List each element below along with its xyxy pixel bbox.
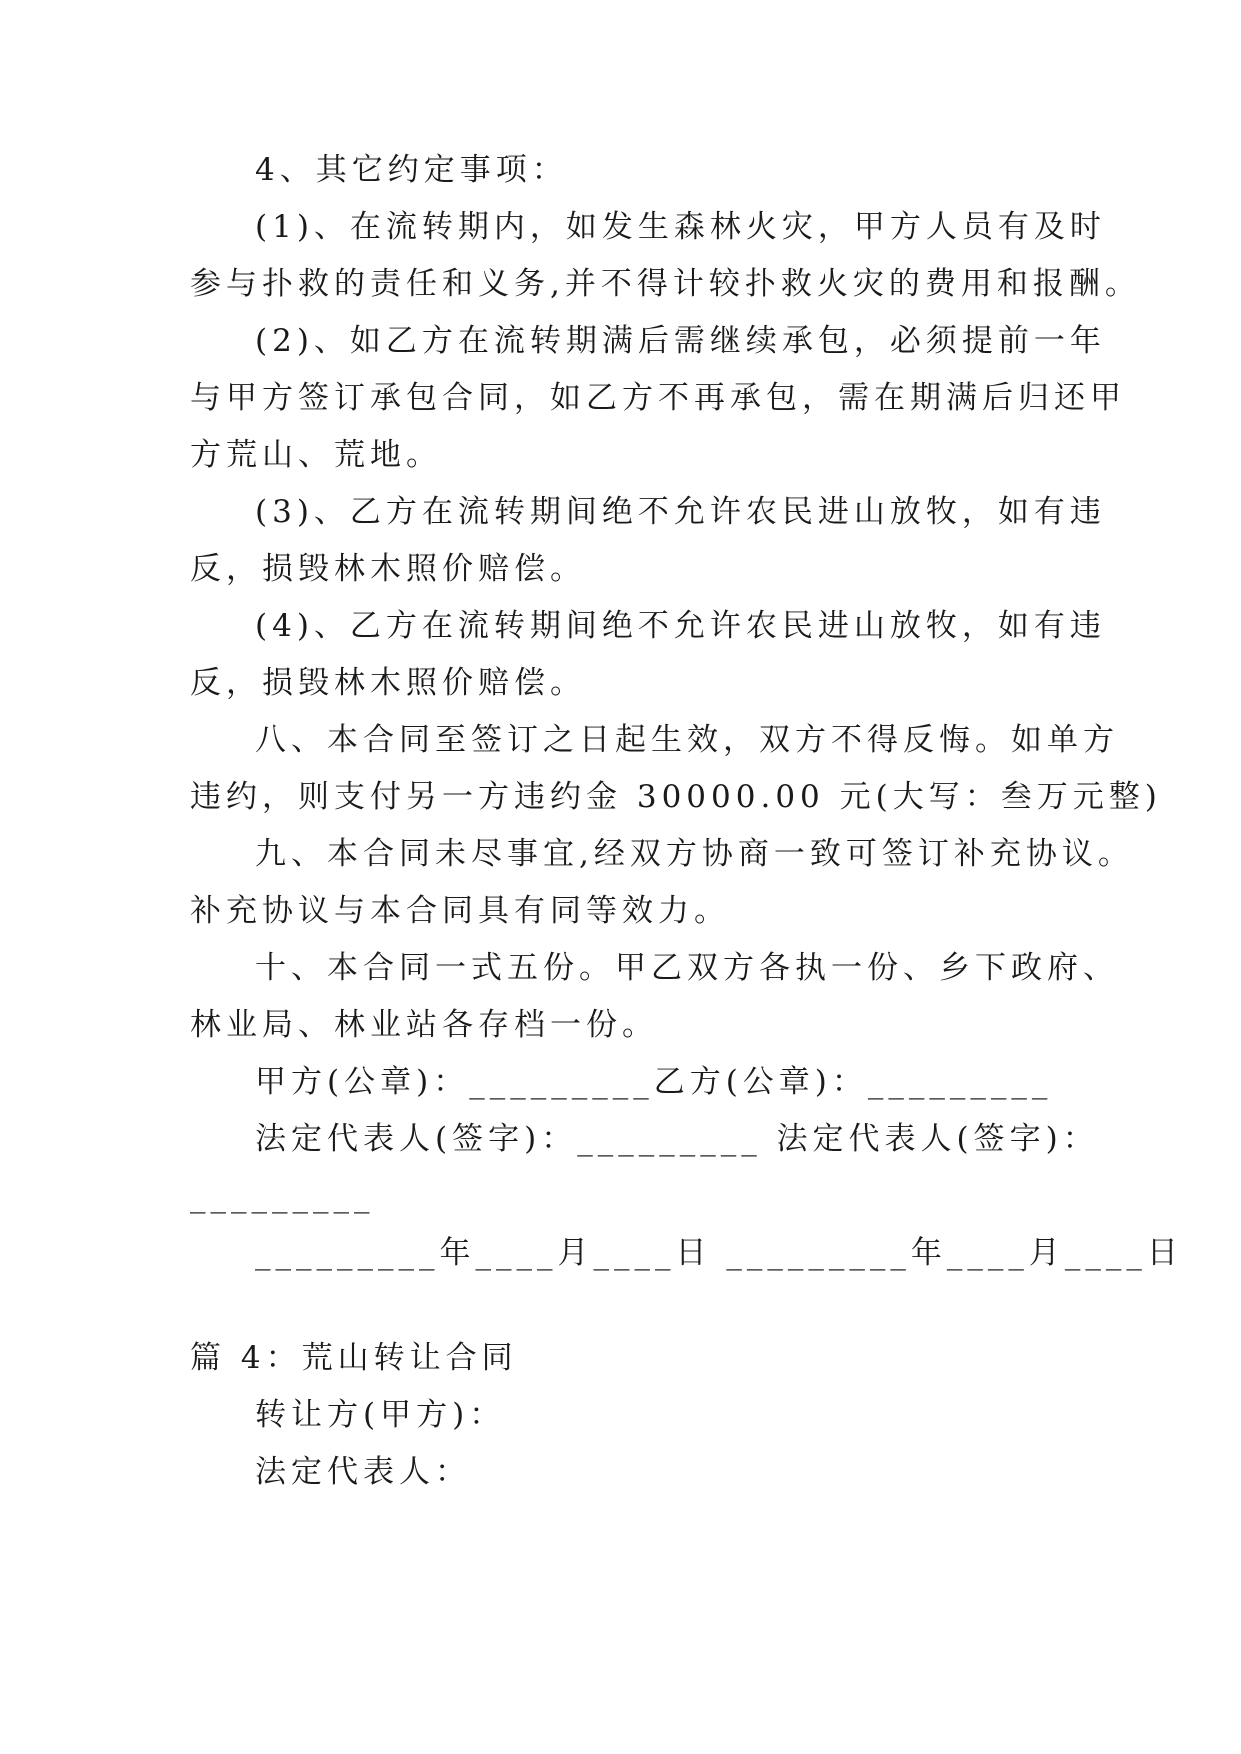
article-9-line-2: 补充协议与本合同具有同等效力。 bbox=[190, 893, 730, 929]
clause-4-2-line-3: 方荒山、荒地。 bbox=[190, 437, 442, 473]
article-9-line-1: 九、本合同未尽事宜,经双方协商一致可签订补充协议。 bbox=[255, 836, 1134, 872]
clause-4-2-line-1: (2)、如乙方在流转期满后需继续承包，必须提前一年 bbox=[255, 323, 1106, 359]
date-line: _________年____月____日 _________年____月____日 bbox=[255, 1235, 1183, 1271]
article-10-line-2: 林业局、林业站各存档一份。 bbox=[190, 1007, 658, 1043]
signature-line: 法定代表人(签字)：_________ 法定代表人(签字)： bbox=[255, 1121, 1099, 1157]
signature-blank: _________ bbox=[190, 1178, 375, 1214]
clause-4-1-line-2: 参与扑救的责任和义务,并不得计较扑救火灾的费用和报酬。 bbox=[190, 266, 1141, 302]
clause-4-4-line-2: 反，损毁林木照价赔偿。 bbox=[190, 665, 586, 701]
legal-representative-label: 法定代表人： bbox=[255, 1454, 471, 1490]
clause-4-3-line-2: 反，损毁林木照价赔偿。 bbox=[190, 551, 586, 587]
clause-4-4-line-1: (4)、乙方在流转期间绝不允许农民进山放牧，如有违 bbox=[255, 608, 1106, 644]
article-8-line-1: 八、本合同至签订之日起生效，双方不得反悔。如单方 bbox=[255, 722, 1119, 758]
seal-line: 甲方(公章)：_________乙方(公章)：_________ bbox=[255, 1064, 1053, 1100]
clause-4-3-line-1: (3)、乙方在流转期间绝不允许农民进山放牧，如有违 bbox=[255, 494, 1106, 530]
clause-4-2-line-2: 与甲方签订承包合同，如乙方不再承包，需在期满后归还甲 bbox=[190, 380, 1126, 416]
article-8-line-2: 违约，则支付另一方违约金 30000.00 元(大写：叁万元整) bbox=[190, 779, 1162, 815]
section-title: 篇 4：荒山转让合同 bbox=[190, 1340, 518, 1376]
article-10-line-1: 十、本合同一式五份。甲乙双方各执一份、乡下政府、 bbox=[255, 950, 1119, 986]
clause-4-1-line-1: (1)、在流转期内，如发生森林火灾，甲方人员有及时 bbox=[255, 209, 1106, 245]
transferor-label: 转让方(甲方)： bbox=[255, 1397, 506, 1433]
clause-4-heading: 4、其它约定事项： bbox=[255, 152, 568, 188]
